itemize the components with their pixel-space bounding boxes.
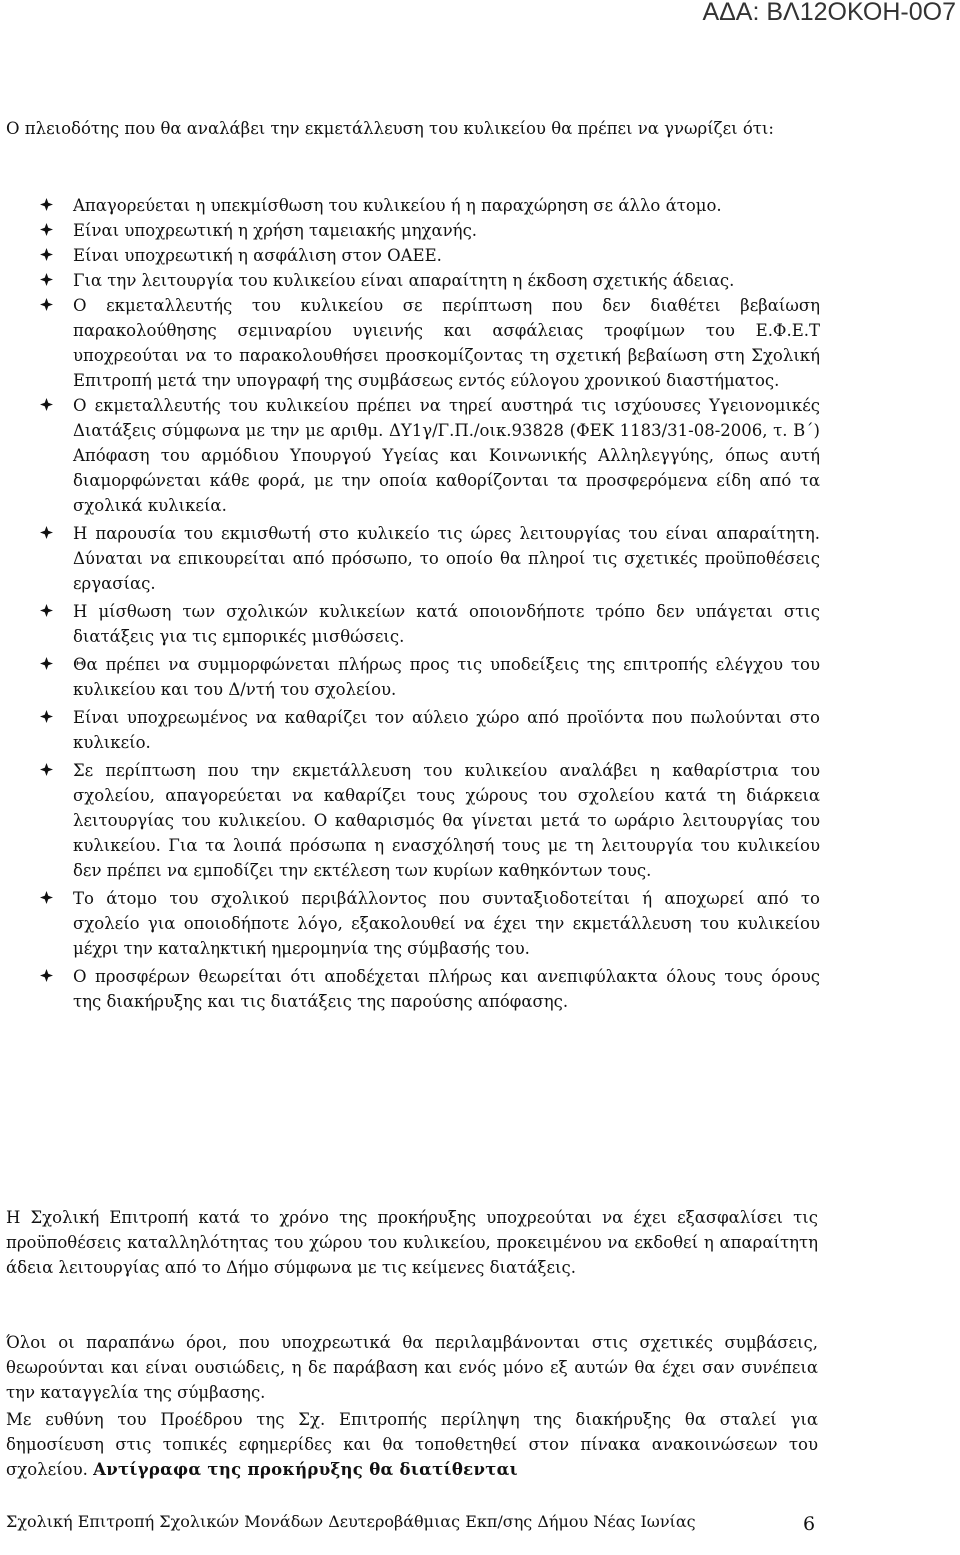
list-item-text: Θα πρέπει να συμμορφώνεται πλήρως προς τις υποδείξεις της επιτροπής ελέγχου του κυλικείου και του Δ/ντή του σχολείου. — [73, 655, 820, 699]
publication-bold-text: Αντίγραφα της προκήρυξης θα διατίθενται — [93, 1460, 518, 1479]
diamond-bullet-icon — [40, 604, 53, 617]
list-item-text: Ο εκμεταλλευτής του κυλικείου πρέπει να τηρεί αυστηρά τις ισχύουσες Υγειονομικές Διατάξεις σύμφωνα με την με αριθμ. ΔΥ1γ/Γ.Π./οικ.93828 (ΦΕΚ 1183/31-08-2006, τ. Β΄) Απόφαση του αρμόδιου Υπουργού Υγείας και Κοινωνικής Αλληλεγγύης, όπως αυτή διαμορφώνεται κάθε φορά, με την οποία καθορίζονται τα προσφερόμενα είδη από τα σχολικά κυλικεία. — [73, 396, 820, 515]
list-item-text: Η παρουσία του εκμισθωτή στο κυλικείο τις ώρες λειτουργίας του είναι απαραίτητη. Δύναται να επικουρείται από πρόσωπο, το οποίο θα πληροί τις σχετικές προϋποθέσεις εργασίας. — [73, 524, 820, 593]
ada-header: ΑΔΑ: ΒΛ12ΟΚΟΗ-0Ο7 — [702, 0, 956, 26]
paragraph-school-committee: Η Σχολική Επιτροπή κατά το χρόνο της προκήρυξης υποχρεούται να έχει εξασφαλίσει τις προϋποθέσεις καταλληλότητας του χώρου του κυλικείου, προκειμένου να εκδοθεί η απαραίτητη άδεια λειτουργίας από το Δήμο σύμφωνα με τις κείμενες διατάξεις. — [6, 1208, 818, 1277]
diamond-bullet-icon — [40, 763, 53, 776]
diamond-bullet-icon — [40, 398, 53, 411]
diamond-bullet-icon — [40, 198, 53, 211]
list-item — [40, 705, 820, 755]
list-item — [40, 521, 820, 596]
list-item-text: Είναι υποχρεωτική η χρήση ταμειακής μηχανής. — [73, 221, 478, 240]
list-item-text: Ο εκμεταλλευτής του κυλικείου σε περίπτωση που δεν διαθέτει βεβαίωση παρακολούθησης σεμιναρίου υγιεινής και ασφάλειας τροφίμων του Ε.Φ.Ε.Τ υποχρεούται να το παρακολουθήσει προσκομίζοντας τη σχετική βεβαίωση στη Σχολική Επιτροπή μετά την υπογραφή της συμβάσεως εντός εύλογου χρονικού διαστήματος. — [73, 296, 820, 390]
diamond-bullet-icon — [40, 223, 53, 236]
list-item-text: Απαγορεύεται η υπεκμίσθωση του κυλικείου ή η παραχώρηση σε άλλο άτομο. — [73, 196, 722, 215]
list-item — [40, 293, 820, 393]
diamond-bullet-icon — [40, 273, 53, 286]
list-item-text: Ο προσφέρων θεωρείται ότι αποδέχεται πλήρως και ανεπιφύλακτα όλους τους όρους της διακήρυξης και τις διατάξεις της παρούσης απόφασης. — [73, 967, 820, 1011]
diamond-bullet-icon — [40, 891, 53, 904]
list-item-text: Η μίσθωση των σχολικών κυλικείων κατά οποιονδήποτε τρόπο δεν υπάγεται στις διατάξεις για τις εμπορικές μισθώσεις. — [73, 602, 820, 646]
diamond-bullet-icon — [40, 526, 53, 539]
list-item-text: Είναι υποχρεωτική η ασφάλιση στον ΟΑΕΕ. — [73, 246, 442, 265]
paragraph-publication — [6, 1407, 818, 1482]
list-item — [40, 886, 820, 961]
list-item — [40, 243, 820, 268]
diamond-bullet-icon — [40, 298, 53, 311]
diamond-bullet-icon — [40, 657, 53, 670]
list-item-text: Είναι υποχρεωμένος να καθαρίζει τον αύλειο χώρο από προϊόντα που πωλούνται στο κυλικείο. — [73, 708, 820, 752]
footer-text: Σχολική Επιτροπή Σχολικών Μονάδων Δευτεροβάθμιας Εκπ/σης Δήμου Νέας Ιωνίας — [6, 1512, 696, 1531]
paragraph-terms-essential: Όλοι οι παραπάνω όροι, που υποχρεωτικά θα περιλαμβάνονται στις σχετικές συμβάσεις, θεωρούνται και είναι ουσιώδεις, η δε παράβαση και ενός μόνο εξ αυτών θα έχει σαν συνέπεια την καταγγελία της σύμβασης. — [6, 1333, 818, 1402]
list-item — [40, 652, 820, 702]
list-item — [40, 599, 820, 649]
list-item-text: Σε περίπτωση που την εκμετάλλευση του κυλικείου αναλάβει η καθαρίστρια του σχολείου, απαγορεύεται να καθαρίζει τους χώρους του σχολείου κατά τη διάρκεια λειτουργίας του κυλικείου. Ο καθαρισμός θα γίνεται μετά το ωράριο λειτουργίας του κυλικείου. Για τα λοιπά πρόσωπα η ενασχόλησή τους με τη λειτουργία του κυλικείου δεν πρέπει να εμποδίζει την εκτέλεση των κυρίων καθηκόντων τους. — [73, 761, 820, 880]
diamond-bullet-icon — [40, 710, 53, 723]
publication-text: Με ευθύνη του Προέδρου της Σχ. Επιτροπής περίληψη της διακήρυξης θα σταλεί για δημοσίευση στις τοπικές εφημερίδες και θα τοποθετηθεί στον πίνακα ανακοινώσεων του σχολείου. — [6, 1410, 818, 1479]
list-item — [40, 218, 820, 243]
list-item — [40, 758, 820, 883]
list-item — [40, 268, 820, 293]
intro-paragraph: Ο πλειοδότης που θα αναλάβει την εκμετάλλευση του κυλικείου θα πρέπει να γνωρίζει ότι: — [6, 119, 774, 138]
conditions-list — [40, 193, 820, 1014]
list-item-text: Για την λειτουργία του κυλικείου είναι απαραίτητη η έκδοση σχετικής άδειας. — [73, 271, 735, 290]
list-item — [40, 393, 820, 518]
diamond-bullet-icon — [40, 248, 53, 261]
diamond-bullet-icon — [40, 969, 53, 982]
page-number: 6 — [803, 1513, 816, 1535]
list-item — [40, 964, 820, 1014]
list-item — [40, 193, 820, 218]
list-item-text: Το άτομο του σχολικού περιβάλλοντος που συνταξιοδοτείται ή αποχωρεί από το σχολείο για οποιοδήποτε λόγο, εξακολουθεί να έχει την εκμετάλλευση του κυλικείου μέχρι την καταληκτική ημερομηνία της σύμβασής του. — [73, 889, 820, 958]
